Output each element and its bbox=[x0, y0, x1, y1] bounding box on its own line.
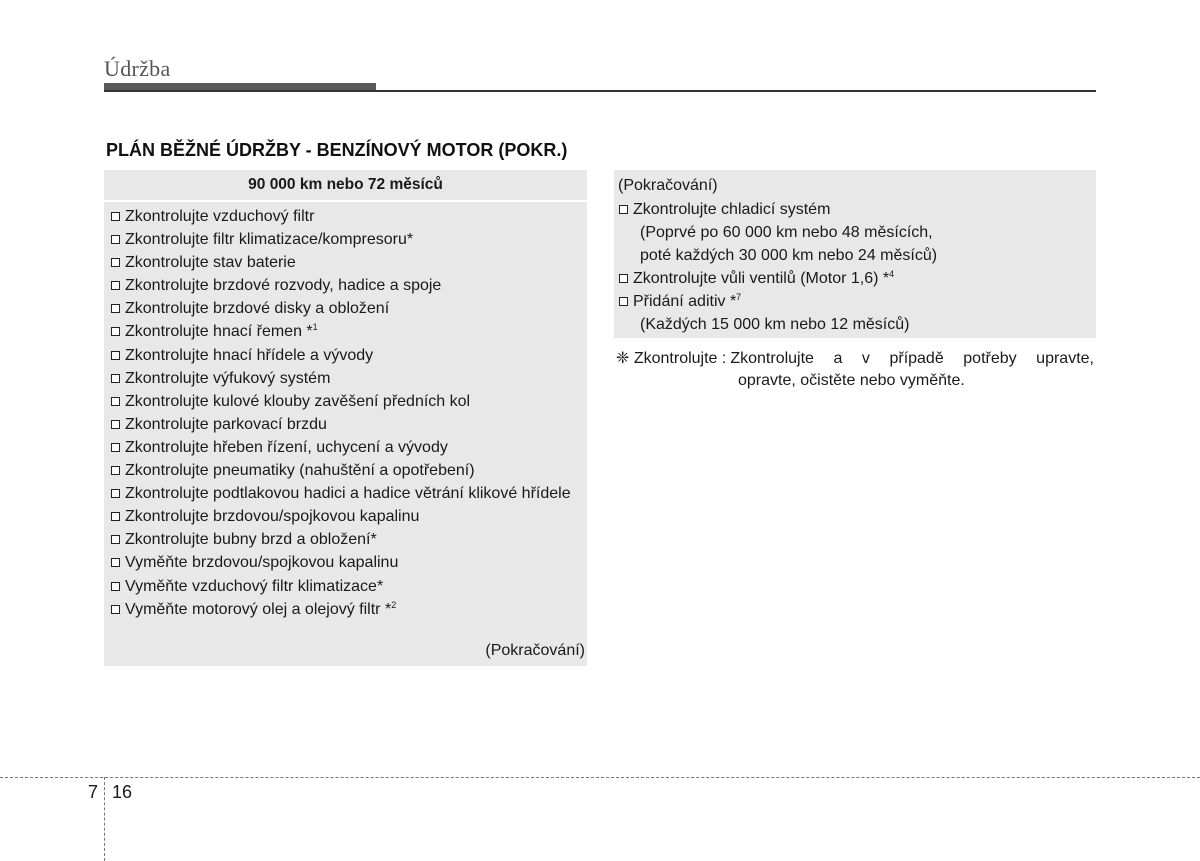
checkbox-icon bbox=[111, 605, 120, 614]
checkbox-icon bbox=[111, 466, 120, 475]
list-item: Zkontrolujte bubny brzd a obložení* bbox=[110, 528, 587, 551]
checkbox-icon bbox=[111, 558, 120, 567]
checkbox-icon bbox=[111, 420, 120, 429]
note-text: Zkontrolujte a v případě potřeby upravte, bbox=[730, 350, 1094, 367]
maintenance-table-right bbox=[614, 170, 1096, 338]
checkbox-icon bbox=[619, 297, 628, 306]
checkbox-icon bbox=[111, 374, 120, 383]
list-item: Zkontrolujte vůli ventilů (Motor 1,6) *$^4$ bbox=[618, 267, 1096, 290]
checkbox-icon bbox=[111, 281, 120, 290]
checkbox-icon bbox=[111, 535, 120, 544]
maintenance-list-right bbox=[614, 197, 1096, 337]
list-item: Zkontrolujte výfukový systém bbox=[110, 367, 587, 390]
list-item: Přidání aditiv *$^7$ bbox=[618, 290, 1096, 313]
checkbox-icon bbox=[111, 235, 120, 244]
list-item: Zkontrolujte stav baterie bbox=[110, 251, 587, 274]
list-item-note: (Každých 15 000 km nebo 12 měsíců) bbox=[640, 316, 910, 334]
checkbox-icon bbox=[111, 582, 120, 591]
checkbox-icon bbox=[111, 397, 120, 406]
checkbox-icon bbox=[111, 351, 120, 360]
list-item-note: poté každých 30 000 km nebo 24 měsíců) bbox=[640, 247, 938, 265]
list-item: Zkontrolujte filtr klimatizace/kompresoru* bbox=[110, 228, 587, 251]
list-item: Vyměňte brzdovou/spojkovou kapalinu bbox=[110, 551, 587, 574]
checkbox-icon bbox=[111, 489, 120, 498]
note-text-cont: opravte, očistěte nebo vyměňte. bbox=[738, 372, 965, 389]
maintenance-table-left bbox=[104, 170, 587, 666]
continued-label: (Pokračování) bbox=[618, 177, 718, 194]
checkbox-icon bbox=[111, 258, 120, 267]
list-item: Zkontrolujte brzdové disky a obložení bbox=[110, 297, 587, 320]
chapter-number: 7 bbox=[88, 782, 99, 802]
checkbox-icon bbox=[619, 274, 628, 283]
list-item: Zkontrolujte pneumatiky (nahuštění a opotřebení) bbox=[110, 459, 587, 482]
checkbox-icon bbox=[111, 304, 120, 313]
list-item: Zkontrolujte kulové klouby zavěšení předních kol bbox=[110, 390, 587, 413]
checkbox-icon bbox=[111, 212, 120, 221]
list-item: Zkontrolujte parkovací brzdu bbox=[110, 413, 587, 436]
list-item: Zkontrolujte podtlakovou hadici a hadice větrání klikové hřídele bbox=[110, 482, 587, 505]
list-item: Zkontrolujte hřeben řízení, uchycení a vývody bbox=[110, 436, 587, 459]
list-item: Zkontrolujte chladicí systém bbox=[618, 198, 1096, 221]
list-item: Zkontrolujte brzdové rozvody, hadice a spoje bbox=[110, 274, 587, 297]
header-rule bbox=[104, 90, 1096, 92]
checkbox-icon bbox=[111, 443, 120, 452]
list-item: Zkontrolujte brzdovou/spojkovou kapalinu bbox=[110, 505, 587, 528]
list-item: Vyměňte vzduchový filtr klimatizace* bbox=[110, 575, 587, 598]
checkbox-icon bbox=[111, 327, 120, 336]
continued-label: (Pokračování) bbox=[485, 642, 585, 659]
list-item-note: (Poprvé po 60 000 km nebo 48 měsících, bbox=[640, 224, 933, 242]
checkbox-icon bbox=[619, 205, 628, 214]
section-title: Údržba bbox=[104, 56, 171, 81]
note-label: ❈ Zkontrolujte : bbox=[616, 350, 727, 367]
legend-note bbox=[616, 348, 1094, 392]
checkbox-icon bbox=[111, 512, 120, 521]
interval-title: 90 000 km nebo 72 měsíců bbox=[104, 170, 587, 202]
footer-divider bbox=[104, 777, 105, 861]
page-heading: PLÁN BĚŽNÉ ÚDRŽBY - BENZÍNOVÝ MOTOR (POKR.) bbox=[106, 140, 568, 160]
footer-rule bbox=[0, 777, 1200, 778]
list-item: Vyměňte motorový olej a olejový filtr *$^2$ bbox=[110, 598, 587, 621]
maintenance-list bbox=[104, 202, 587, 621]
list-item: Zkontrolujte vzduchový filtr bbox=[110, 205, 587, 228]
page-number: 16 bbox=[112, 782, 133, 802]
list-item: Zkontrolujte hnací hřídele a vývody bbox=[110, 344, 587, 367]
list-item: Zkontrolujte hnací řemen *$^1$ bbox=[110, 320, 587, 343]
